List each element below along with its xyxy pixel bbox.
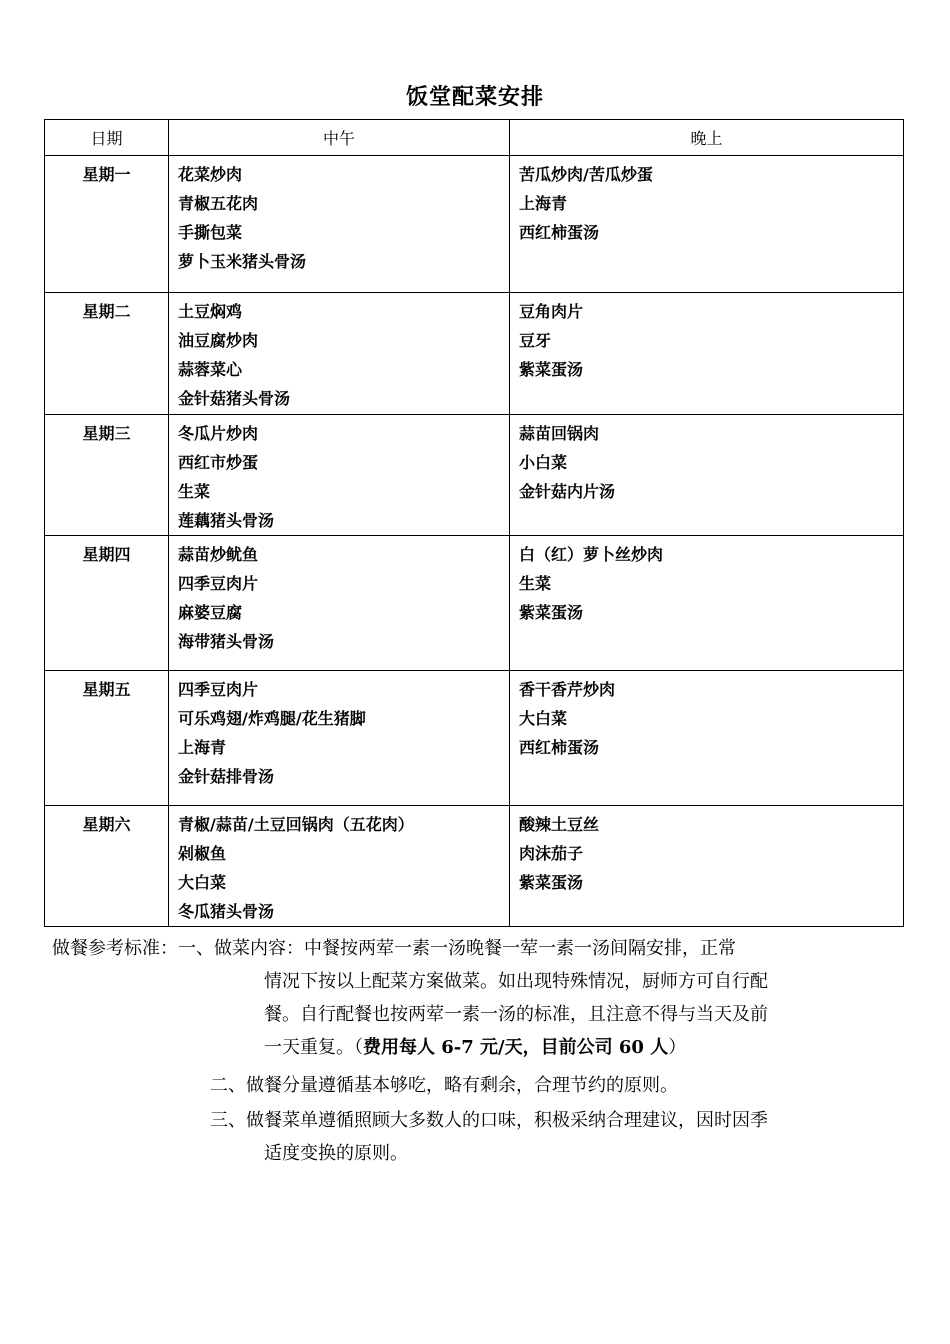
lunch-dish: 大白菜 xyxy=(178,873,227,892)
dinner-dish: 香干香芹炒肉 xyxy=(519,680,616,699)
menu-row xyxy=(45,156,904,293)
day-cell: 星期二 xyxy=(45,293,169,415)
note-line-4-end: ） xyxy=(668,1037,687,1058)
lunch-dish: 油豆腐炒肉 xyxy=(178,331,259,350)
lunch-dish: 四季豆肉片 xyxy=(178,574,259,593)
lunch-dish: 萝卜玉米猪头骨汤 xyxy=(178,252,307,271)
lunch-dish: 生菜 xyxy=(178,482,211,501)
lunch-cell xyxy=(169,671,510,806)
lunch-dish: 金针菇排骨汤 xyxy=(178,767,275,786)
dinner-dish: 肉沫茄子 xyxy=(519,844,584,863)
day-cell: 星期一 xyxy=(45,156,169,293)
note-line-5: 二、做餐分量遵循基本够吃，略有剩余，合理节约的原则。 xyxy=(210,1075,678,1096)
day-cell: 星期四 xyxy=(45,536,169,671)
header-lunch: 中午 xyxy=(169,120,510,156)
note-line-1: 做餐参考标准：一、做菜内容：中餐按两荤一素一汤晚餐一荤一素一汤间隔安排，正常 xyxy=(52,938,736,959)
lunch-dish: 青椒/蒜苗/土豆回锅肉（五花肉） xyxy=(178,815,414,834)
lunch-dish: 四季豆肉片 xyxy=(178,680,259,699)
lunch-dish: 蒜苗炒鱿鱼 xyxy=(178,545,259,564)
dinner-dish: 大白菜 xyxy=(519,709,568,728)
dinner-dish: 豆牙 xyxy=(519,331,552,350)
dinner-dish: 小白菜 xyxy=(519,453,568,472)
dinner-dish: 西红柿蛋汤 xyxy=(519,738,600,757)
lunch-dish: 麻婆豆腐 xyxy=(178,603,243,622)
note-line-3: 餐。自行配餐也按两荤一素一汤的标准，且注意不得与当天及前 xyxy=(264,1004,768,1025)
dinner-dish: 生菜 xyxy=(519,574,552,593)
header-row xyxy=(45,120,904,156)
lunch-cell xyxy=(169,156,510,293)
cost-note: 费用每人 6-7 元/天，目前公司 60 人 xyxy=(363,1037,669,1058)
lunch-dish: 西红市炒蛋 xyxy=(178,453,259,472)
lunch-dish: 可乐鸡翅/炸鸡腿/花生猪脚 xyxy=(178,709,366,728)
dinner-cell xyxy=(510,536,904,671)
menu-table xyxy=(44,119,904,927)
dinner-dish: 紫菜蛋汤 xyxy=(519,603,584,622)
header-day: 日期 xyxy=(45,120,169,156)
menu-body xyxy=(45,156,904,927)
lunch-cell xyxy=(169,293,510,415)
dinner-dish: 酸辣土豆丝 xyxy=(519,815,600,834)
dinner-dish: 紫菜蛋汤 xyxy=(519,360,584,379)
lunch-dish: 土豆焖鸡 xyxy=(178,302,243,321)
dinner-dish: 豆角肉片 xyxy=(519,302,584,321)
lunch-dish: 剁椒鱼 xyxy=(178,844,227,863)
dinner-dish: 上海青 xyxy=(519,194,568,213)
lunch-dish: 蒜蓉菜心 xyxy=(178,360,243,379)
header-dinner: 晚上 xyxy=(510,120,904,156)
dinner-dish: 金针菇内片汤 xyxy=(519,482,616,501)
note-line-6: 三、做餐菜单遵循照顾大多数人的口味，积极采纳合理建议，因时因季 xyxy=(210,1110,768,1131)
lunch-dish: 冬瓜猪头骨汤 xyxy=(178,902,275,921)
dinner-dish: 苦瓜炒肉/苦瓜炒蛋 xyxy=(519,165,653,184)
lunch-dish: 花菜炒肉 xyxy=(178,165,243,184)
note-line-4-text: 一天重复。（ xyxy=(264,1037,363,1058)
lunch-dish: 青椒五花肉 xyxy=(178,194,259,213)
day-cell: 星期六 xyxy=(45,806,169,927)
menu-row xyxy=(45,415,904,536)
dinner-cell xyxy=(510,806,904,927)
note-line-7: 适度变换的原则。 xyxy=(264,1143,408,1164)
lunch-dish: 金针菇猪头骨汤 xyxy=(178,389,291,408)
lunch-cell xyxy=(169,536,510,671)
dinner-cell xyxy=(510,293,904,415)
day-cell: 星期五 xyxy=(45,671,169,806)
lunch-cell xyxy=(169,415,510,536)
lunch-dish: 上海青 xyxy=(178,738,227,757)
dinner-cell xyxy=(510,671,904,806)
menu-row xyxy=(45,536,904,671)
menu-row xyxy=(45,671,904,806)
dinner-dish: 蒜苗回锅肉 xyxy=(519,424,600,443)
note-line-4 xyxy=(264,1031,686,1064)
lunch-dish: 冬瓜片炒肉 xyxy=(178,424,259,443)
note-line-2: 情况下按以上配菜方案做菜。如出现特殊情况，厨师方可自行配 xyxy=(264,971,768,992)
lunch-cell xyxy=(169,806,510,927)
dinner-cell xyxy=(510,415,904,536)
lunch-dish: 莲藕猪头骨汤 xyxy=(178,511,275,530)
menu-row xyxy=(45,806,904,927)
menu-row xyxy=(45,293,904,415)
lunch-dish: 手撕包菜 xyxy=(178,223,243,242)
lunch-dish: 海带猪头骨汤 xyxy=(178,632,275,651)
page-title: 饭堂配菜安排 xyxy=(405,84,544,110)
dinner-dish: 西红柿蛋汤 xyxy=(519,223,600,242)
dinner-cell xyxy=(510,156,904,293)
dinner-dish: 紫菜蛋汤 xyxy=(519,873,584,892)
day-cell: 星期三 xyxy=(45,415,169,536)
dinner-dish: 白（红）萝卜丝炒肉 xyxy=(519,545,664,564)
